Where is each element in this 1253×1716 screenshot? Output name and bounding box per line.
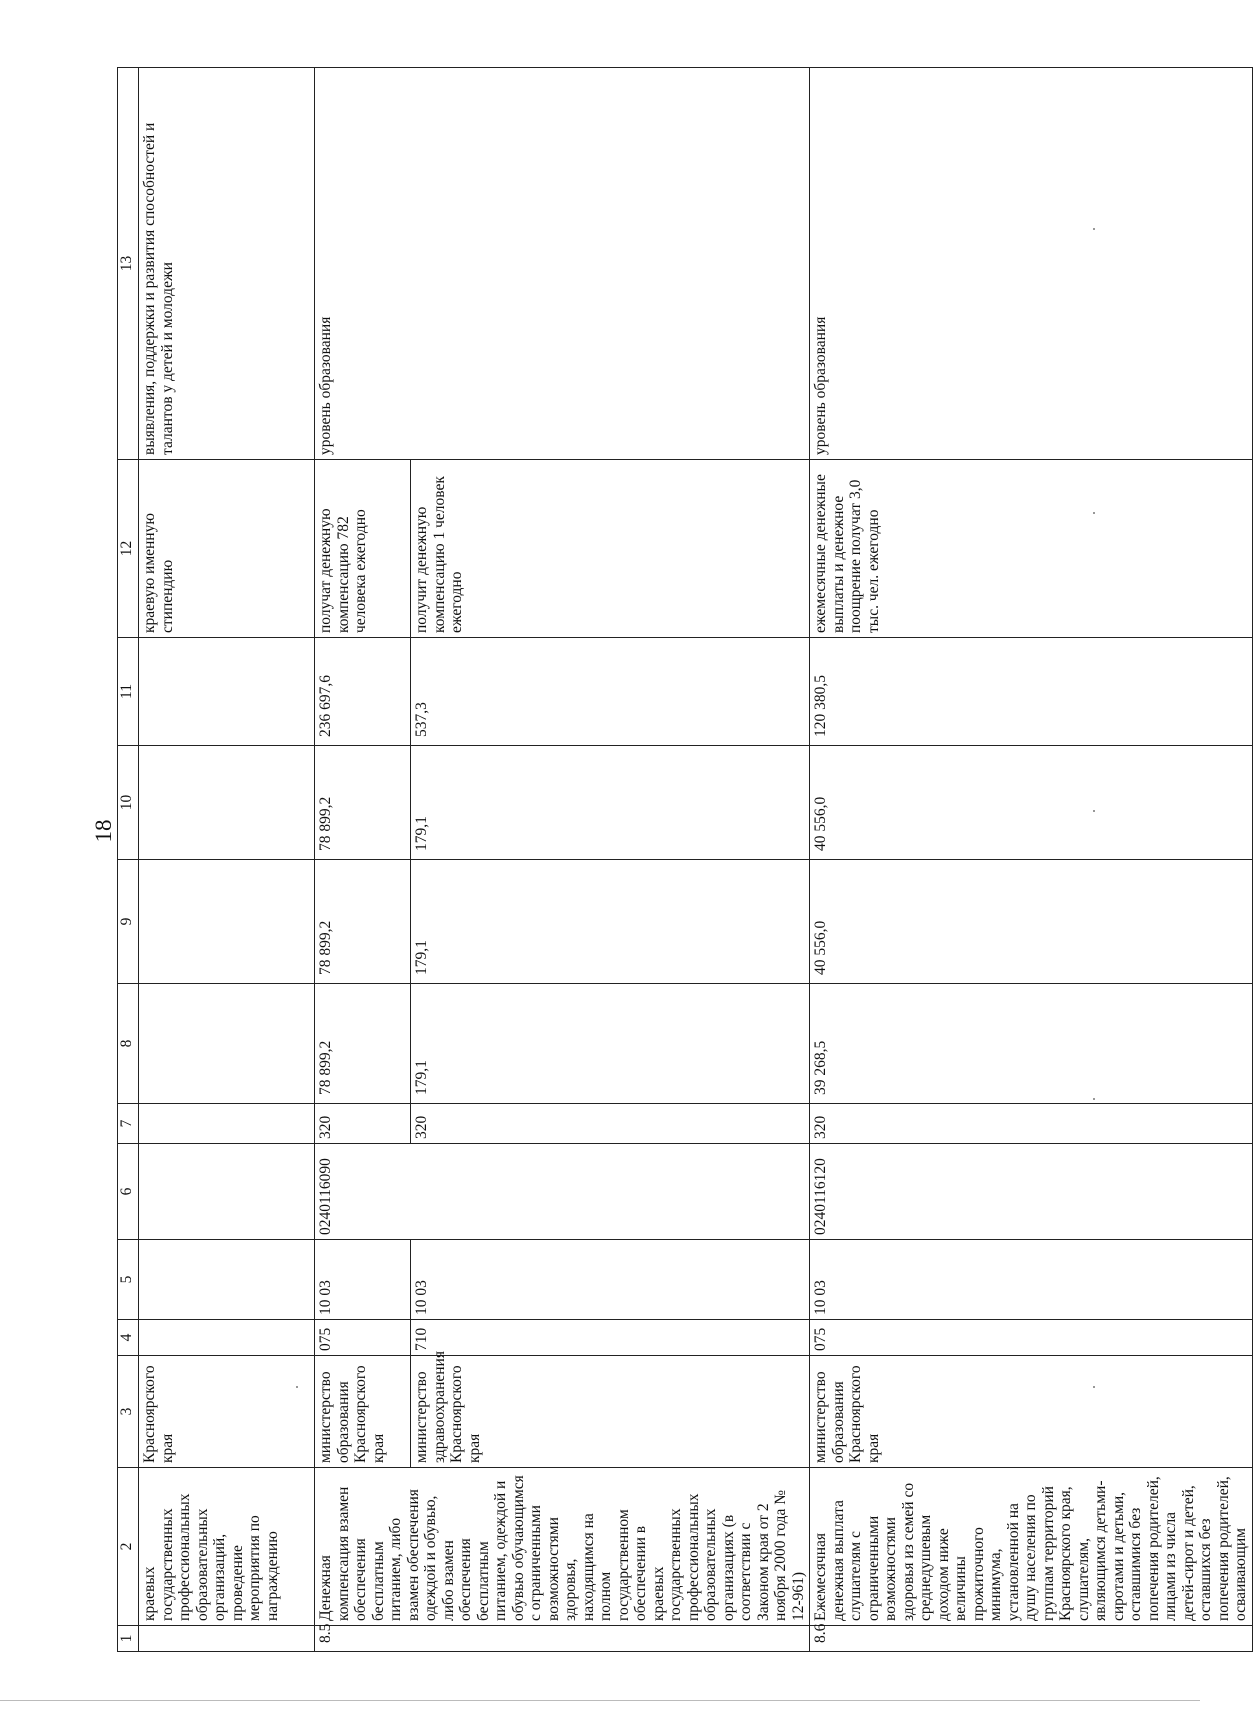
year1-amount-cell: 39 268,5	[810, 984, 1253, 1104]
budget-measures-table	[117, 67, 1253, 1652]
grbs-code-cell: 075	[810, 1320, 1253, 1356]
indicator-cell: уровень образования	[315, 68, 810, 460]
expense-type-cell: 320	[315, 1104, 411, 1144]
scan-speck	[1093, 512, 1095, 514]
row-number-cell: 8.6	[810, 1626, 1253, 1652]
header-cell: 5	[118, 1240, 139, 1320]
expected-result-cell: получат денежную компенсацию 782 человека ежегодно	[315, 460, 411, 638]
year3-amount-cell: 78 899,2	[315, 746, 411, 860]
year3-amount-cell: 40 556,0	[810, 746, 1253, 860]
section-code-cell: 10 03	[315, 1240, 411, 1320]
section-code-cell: 10 03	[810, 1240, 1253, 1320]
scan-speck	[1093, 810, 1095, 812]
total-amount-cell: 537,3	[411, 638, 810, 746]
year1-amount-cell: 78 899,2	[315, 984, 411, 1104]
measure-name-cell: краевых государственных профессиональных образовательных организаций, проведение мероприятия по награждению	[139, 1468, 315, 1626]
budget-table-sheet	[117, 68, 1249, 1652]
header-cell: 4	[118, 1320, 139, 1356]
table-row	[139, 68, 315, 1652]
scan-speck	[1093, 228, 1095, 230]
measure-name-cell: Ежемесячная денежная выплата слушателям с ограниченными возможностями здоровья из семей со среднедушевым доходом ниже величины прожиточного минимума, установленной на душу населения по группам территорий Красноярского края, слушателям, являющимся детьми-сиротами и детьми, оставшимися без попечения родителей, лицами из числа детей-сирот и детей, оставшихся без попечения родителей, осваивающим	[810, 1468, 1253, 1626]
header-cell: 7	[118, 1104, 139, 1144]
grbs-code-cell: 710	[411, 1320, 810, 1356]
target-article-cell: 0240116120	[810, 1144, 1253, 1240]
header-cell: 2	[118, 1468, 139, 1626]
header-cell: 13	[118, 68, 139, 460]
scan-speck	[1093, 1098, 1095, 1100]
expected-result-cell: получит денежную компенсацию 1 человек ежегодно	[411, 460, 810, 638]
header-cell: 1	[118, 1626, 139, 1652]
year3-amount-cell: 179,1	[411, 746, 810, 860]
expected-result-cell: краевую именную стипендию	[139, 460, 315, 638]
administrator-cell: министерство образования Красноярского края	[315, 1356, 411, 1468]
scan-speck	[1093, 1386, 1095, 1388]
header-cell: 6	[118, 1144, 139, 1240]
page-number: 18	[91, 819, 116, 843]
target-article-cell: 0240116090	[315, 1144, 810, 1240]
header-cell: 11	[118, 638, 139, 746]
expected-result-cell: ежемесячные денежные выплаты и денежное поощрение получат 3,0 тыс. чел. ежегодно	[810, 460, 1253, 638]
header-cell: 8	[118, 984, 139, 1104]
table-row	[810, 68, 1253, 1652]
column-number-header-row	[118, 68, 139, 1652]
row-number-cell: 8.5	[315, 1626, 810, 1652]
total-amount-cell: 236 697,6	[315, 638, 411, 746]
grbs-code-cell: 075	[315, 1320, 411, 1356]
header-cell: 3	[118, 1356, 139, 1468]
year2-amount-cell: 179,1	[411, 860, 810, 984]
section-code-cell: 10 03	[411, 1240, 810, 1320]
row-number-cell	[139, 1626, 315, 1652]
header-cell: 10	[118, 746, 139, 860]
indicator-cell: уровень образования	[810, 68, 1253, 460]
indicator-cell: выявления, поддержки и развития способностей и талантов у детей и молодежи	[139, 68, 315, 460]
measure-name-cell: Денежная компенсация взамен обеспечения бесплатным питанием, либо взамен обеспечения одеждой и обувью, либо взамен обеспечения бесплатным питанием, одеждой и обувью обучающимся с ограниченными возможностями здоровья, находящимся на полном государственном обеспечении в краевых государственных профессиональных образовательных организациях (в соответствии с Законом края от 2 ноября 2000 года № 12-961)	[315, 1468, 810, 1626]
scan-border	[0, 1700, 1200, 1716]
year2-amount-cell: 40 556,0	[810, 860, 1253, 984]
expense-type-cell: 320	[411, 1104, 810, 1144]
expense-type-cell: 320	[810, 1104, 1253, 1144]
total-amount-cell: 120 380,5	[810, 638, 1253, 746]
year1-amount-cell: 179,1	[411, 984, 810, 1104]
administrator-cell: министерство здравоохранения Красноярского края	[411, 1356, 810, 1468]
header-cell: 9	[118, 860, 139, 984]
scan-speck	[296, 1386, 298, 1388]
administrator-cell: Красноярского края	[139, 1356, 315, 1468]
year2-amount-cell: 78 899,2	[315, 860, 411, 984]
header-cell: 12	[118, 460, 139, 638]
administrator-cell: министерство образования Красноярского края	[810, 1356, 1253, 1468]
table-row	[315, 68, 411, 1652]
